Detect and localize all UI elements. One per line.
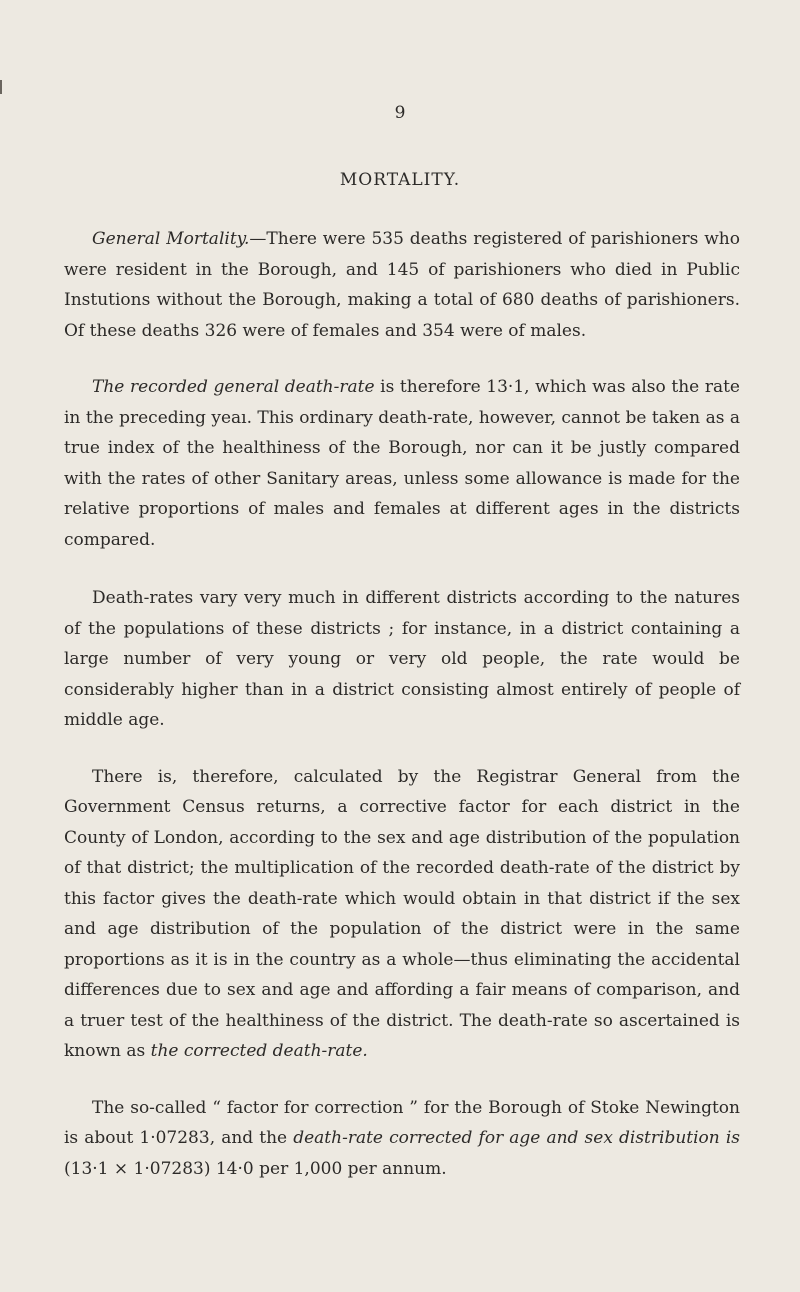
paragraph-lead-italic: The recorded general death-rate xyxy=(92,377,375,397)
body-text xyxy=(64,224,740,1210)
paragraph-text: —There were 535 deaths registered of parishioners who were resident in the Borough, and 145 of parishioners who died in Public Instutions without the Borough, making a total of 680 deaths of parishioners. Of these deaths 326 were of females and 354 were of males. xyxy=(64,229,740,341)
paragraph-mid-italic: death-rate corrected for age and sex distribution is xyxy=(293,1128,740,1148)
paragraph-death-rates-vary xyxy=(64,583,740,736)
paragraph-text: is therefore 13·1, which was also the rate in the preceding yeaı. This ordinary death-rate, however, cannot be taken as a true index of the healthiness of the Borough, nor can it be justly compared with the rates of other Sanitary areas, unless some allowance is made for the relative proportions of males and females at different ages in the districts compared. xyxy=(64,377,740,550)
paragraph-tail: (13·1 × 1·07283) 14·0 per 1,000 per annum. xyxy=(64,1158,447,1179)
paragraph-factor-for-correction xyxy=(64,1093,740,1185)
paragraph-text: The so-called “ factor for correction ” for the Borough of Stoke Newington is about 1·07283, and the xyxy=(64,1097,740,1148)
paragraph-general-mortality xyxy=(64,224,740,346)
paragraph-lead-italic: General Mortality. xyxy=(92,229,250,249)
paragraph-tail-italic: the corrected death-rate. xyxy=(150,1041,368,1061)
paragraph-recorded-death-rate xyxy=(64,372,740,555)
page-number: 9 xyxy=(394,103,406,123)
paragraph-text: There is, therefore, calculated by the Registrar General from the Government Census returns, a corrective factor for each district in the County of London, according to the sex and age distribution of the population of that district; the multiplication of the recorded death-rate of the district by this factor gives the death-rate which would obtain in that district if the sex and age distribution of the population of the district were in the same proportions as it is in the country as a whole—thus eliminating the accidental differences due to sex and age and affording a fair means of comparison, and a truer test of the healthiness of the district. The death-rate so ascertained is known as xyxy=(64,766,740,1061)
edge-mark xyxy=(0,80,2,94)
section-heading: MORTALITY. xyxy=(339,170,461,190)
paragraph-text: Death-rates vary very much in different districts according to the natures of the populations of these districts ; for instance, in a district containing a large number of very young or very old people, the rate would be considerably higher than in a district consisting almost entirely of people of middle age. xyxy=(64,588,740,730)
paragraph-corrective-factor xyxy=(64,762,740,1067)
